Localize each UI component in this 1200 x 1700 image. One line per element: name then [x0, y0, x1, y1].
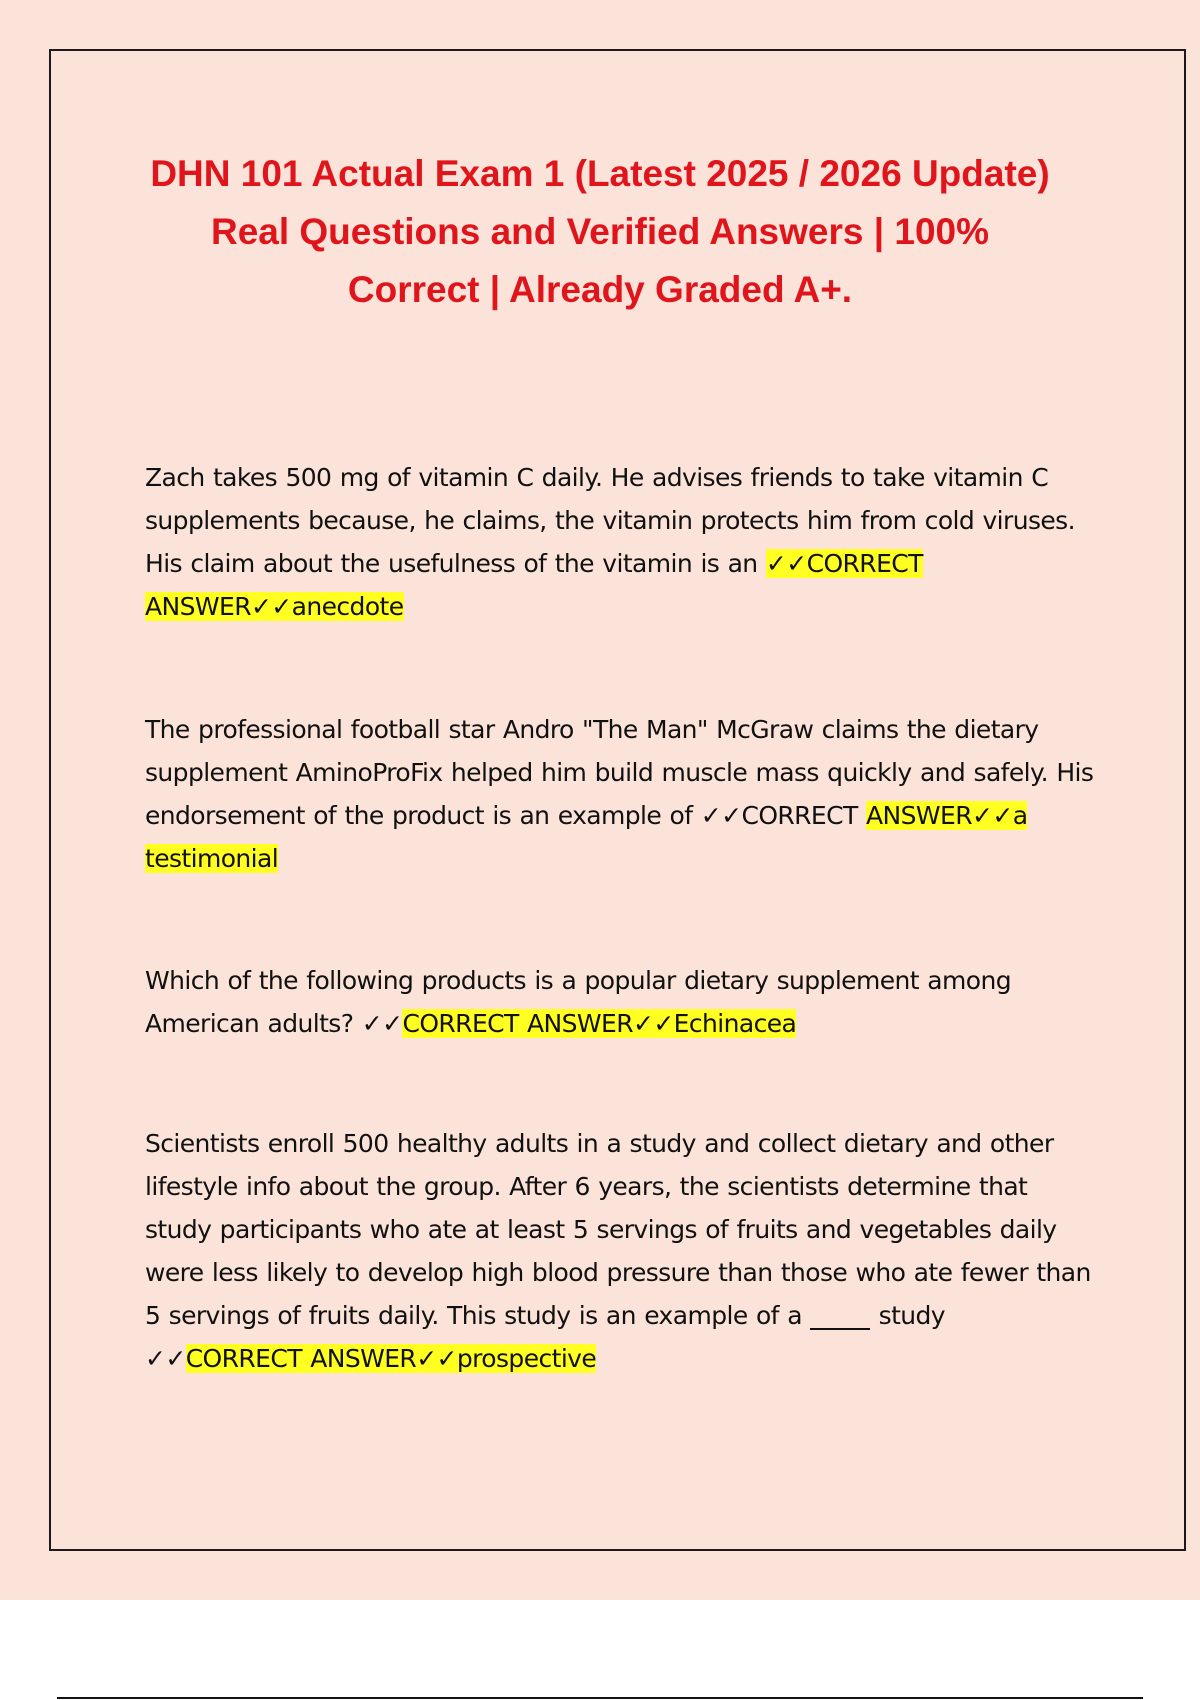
question-1-text: Zach takes 500 mg of vitamin C daily. He advises friends to take vitamin C supplements because, he claims, the vitamin protects him from cold viruses. His claim about the usefulness of the vitamin is an [145, 463, 1075, 578]
answer-text: Echinacea [673, 1009, 797, 1038]
question-2 [145, 708, 1095, 880]
correct-answer-marker: ANSWER✓✓ [866, 801, 1013, 830]
question-2-text: The professional football star Andro "The Man" McGraw claims the dietary supplement AminoProFix helped him build muscle mass quickly and safely. His endorsement of the product is an example of [145, 715, 1094, 830]
question-3-answer-highlight [402, 1009, 796, 1038]
correct-answer-marker: CORRECT ANSWER✓✓ [185, 1344, 457, 1373]
question-4-text-end: study [878, 1301, 945, 1330]
question-4 [145, 1122, 1095, 1380]
correct-answer-marker: CORRECT ANSWER✓✓ [402, 1009, 674, 1038]
question-4-answer-highlight [186, 1344, 596, 1373]
question-3 [145, 959, 1095, 1045]
answer-text: prospective [456, 1344, 597, 1373]
footer-rule [57, 1697, 1143, 1699]
question-3-text: Which of the following products is a popular dietary supplement among American adults? [145, 966, 1011, 1038]
fill-in-blank [810, 1302, 870, 1330]
check-marks: ✓✓ [145, 1344, 186, 1373]
answer-text: a testimonial [145, 801, 1028, 873]
correct-answer-marker: ✓✓CORRECT ANSWER✓✓ [145, 549, 923, 621]
check-marks: ✓✓ [361, 1009, 403, 1038]
document-title: DHN 101 Actual Exam 1 (Latest 2025 / 2026 Update) Real Questions and Verified Answers | 100% Correct | Already Graded A+. [150, 153, 1050, 310]
correct-answer-marker-prefix: ✓✓CORRECT [700, 801, 858, 830]
answer-text: anecdote [291, 592, 404, 621]
question-1 [145, 456, 1095, 628]
question-4-text: Scientists enroll 500 healthy adults in a study and collect dietary and other lifestyle info about the group. After 6 years, the scientists determine that study participants who ate at least 5 servings of fruits and vegetables daily were less likely to develop high blood pressure than those who ate fewer than 5 servings of fruits daily. This study is an example of a [145, 1129, 1091, 1330]
